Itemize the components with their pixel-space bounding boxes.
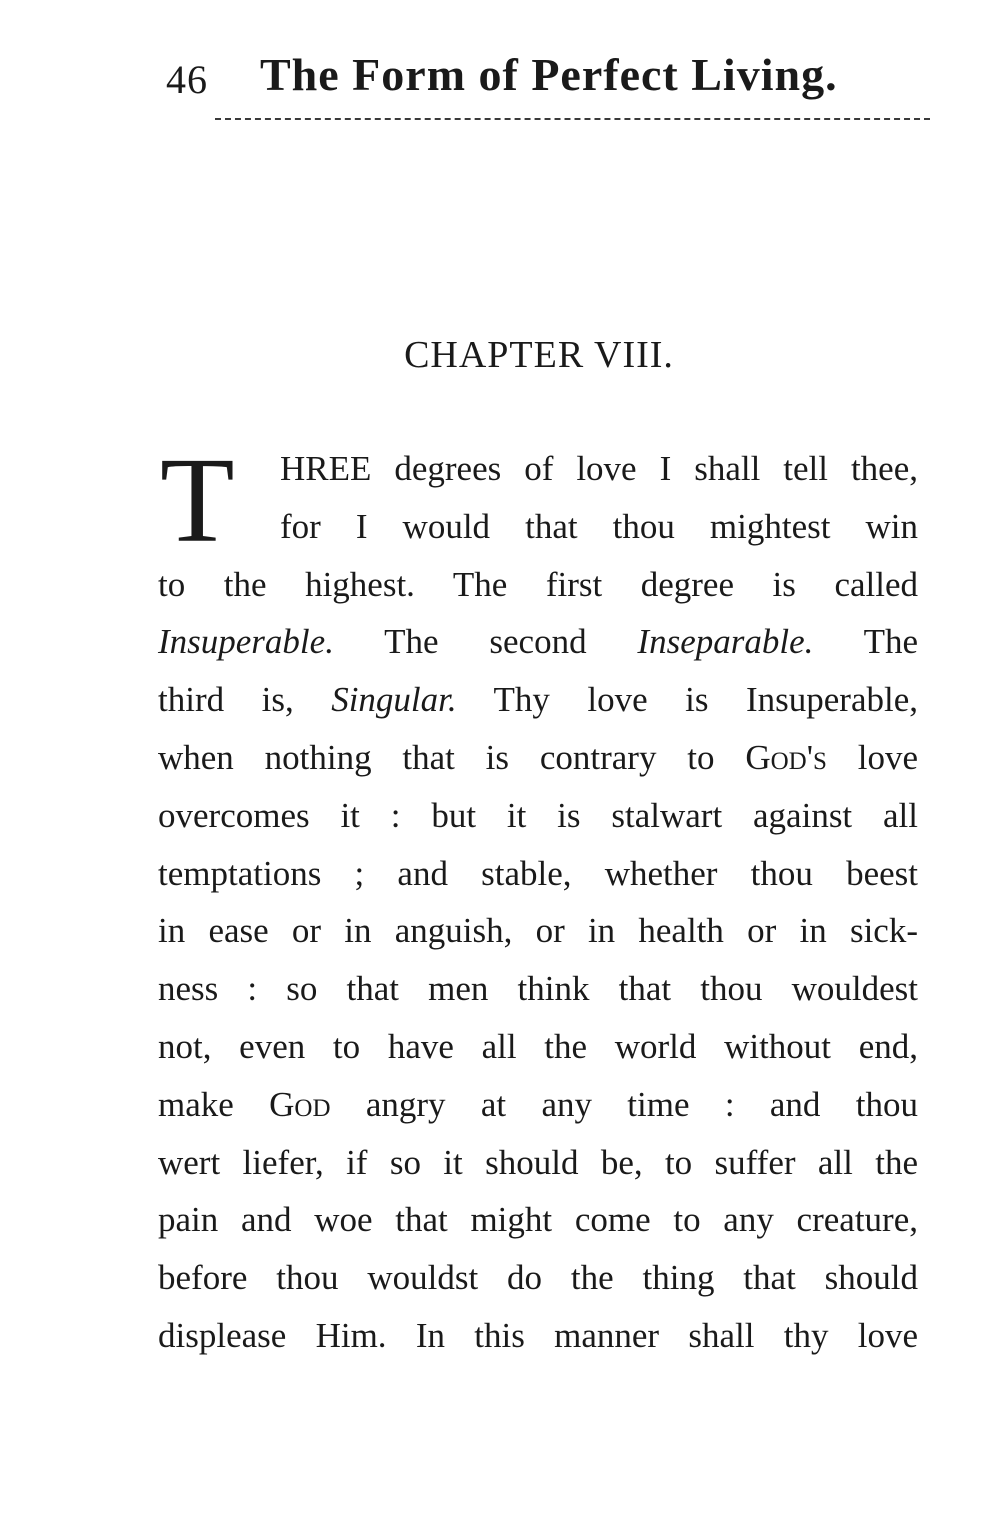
text-line: to the highest. The first degree is called (158, 564, 918, 604)
italic-term: Singular. (331, 680, 457, 720)
text-line: make God angry at any time : and thou (158, 1084, 918, 1124)
chapter-title: CHAPTER VIII. (404, 334, 674, 376)
running-head (160, 48, 920, 108)
text-line: not, even to have all the world without end, (158, 1026, 918, 1066)
text-line: when nothing that is contrary to God's love (158, 737, 918, 777)
body-text (158, 433, 918, 1365)
text-line: ness : so that men think that thou wouldest (158, 969, 918, 1009)
text-line: third is, Singular. Thy love is Insuperable, (158, 680, 918, 720)
page-number: 46 (166, 57, 208, 102)
text-line: temptations ; and stable, whether thou beest (158, 853, 918, 893)
text-line: HREE degrees of love I shall tell thee, (280, 449, 918, 488)
text-line: Insuperable. The second Inseparable. The (158, 622, 918, 662)
text-line: displease Him. In this manner shall thy love (158, 1315, 918, 1355)
header-rule (215, 118, 930, 120)
small-caps-word: God's (745, 737, 827, 777)
drop-cap: T (160, 433, 235, 568)
text-line: pain and woe that might come to any creature, (158, 1200, 918, 1240)
text-line: wert liefer, if so it should be, to suffer all the (158, 1142, 918, 1182)
italic-term: Insuperable. (158, 622, 334, 662)
text-line: for I would that thou mightest win (280, 506, 918, 546)
text-line: before thou wouldst do the thing that should (158, 1258, 918, 1298)
text-line: overcomes it : but it is stalwart against all (158, 795, 918, 835)
small-caps-word: God (269, 1084, 331, 1124)
running-title: The Form of Perfect Living. (260, 49, 838, 100)
italic-term: Inseparable. (637, 622, 814, 662)
text-line: in ease or in anguish, or in health or in sick- (158, 911, 918, 951)
